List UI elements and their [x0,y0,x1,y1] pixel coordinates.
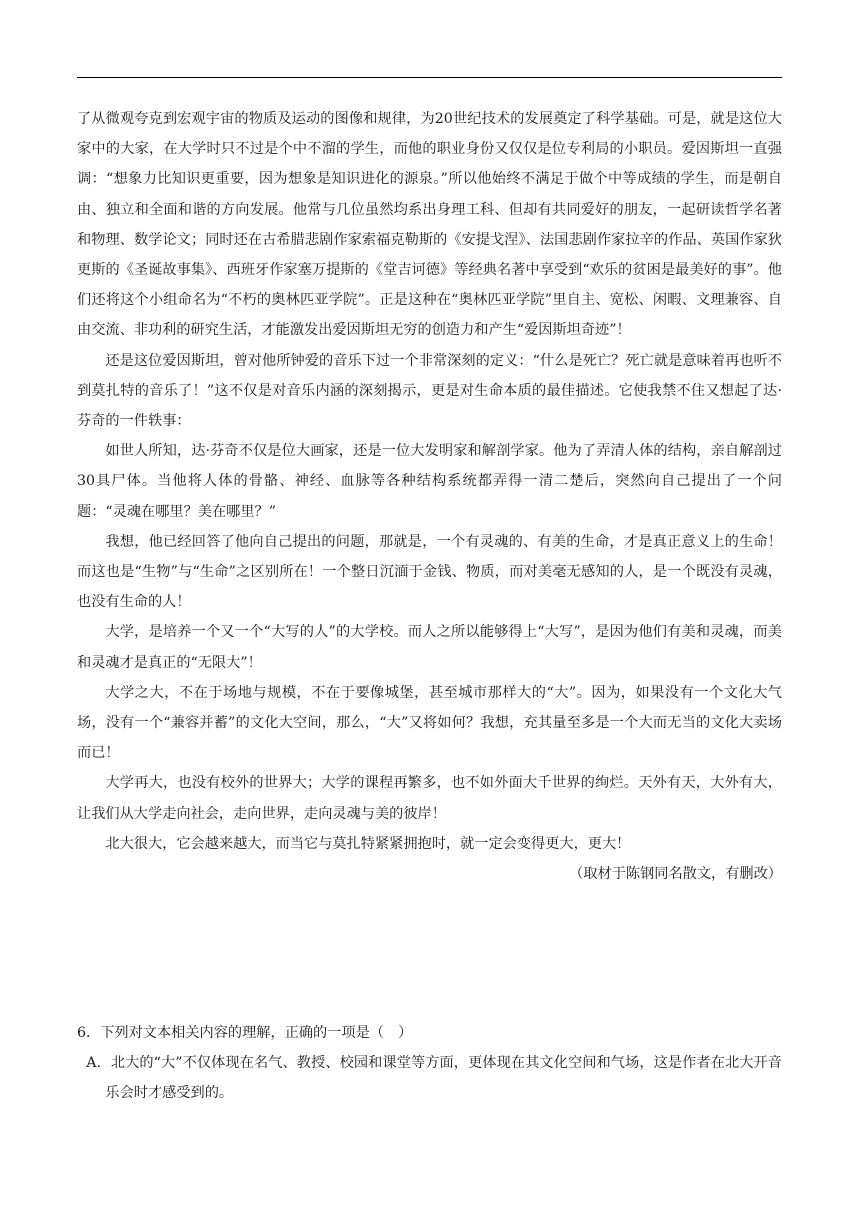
paragraph-capital-person: 大学，是培养一个又一个“大写的人”的大学校。而人之所以能够得上“大写”，是因为他们有美和灵魂，而美和灵魂才是真正的“无限大”！ [77,624,782,671]
paragraph-einstein-music: 还是这位爱因斯坦，曾对他所钟爱的音乐下过一个非常深刻的定义：“什么是死亡？死亡就是意味着再也听不到莫扎特的音乐了！”这不仅是对音乐内涵的深刻揭示，更是对生命本质的最佳描述。它使我禁不住又想起了达·芬奇的一件轶事： [77,352,782,430]
passage [77,104,782,889]
paragraph-peking-university: 北大很大，它会越来越大，而当它与莫扎特紧紧拥抱时，就一定会变得更大，更大！ [105,835,631,852]
question-6 [77,1018,782,1109]
option-a[interactable]: A．北大的“大”不仅体现在名气、教授、校园和课堂等方面，更体现在其文化空间和气场，这是作者在北大开音乐会时才感受到的。 [86,1055,782,1102]
paragraph-soul-and-beauty: 我想，他已经回答了他向自己提出的问题，那就是，一个有灵魂的、有美的生命，才是真正意义上的生命！而这也是“生物”与“生命”之区别所在！一个整日沉湎于金钱、物质，而对美毫无感知的人，是一个既没有灵魂，也没有生命的人！ [77,533,782,611]
paragraph-einstein-education: 了从微观夸克到宏观宇宙的物质及运动的图像和规律，为20世纪技术的发展奠定了科学基础。可是，就是这位大家中的大家，在大学时只不过是个中不溜的学生，而他的职业身份又仅仅是位专利局的小职员。爱因斯坦一直强调：“想象力比知识更重要，因为想象是知识进化的源泉。”所以他始终不满足于做个中等成绩的学生，而是朝自由、独立和全面和谐的方向发展。他常与几位虽然均系出身理工科、但却有共同爱好的朋友，一起研读哲学名著和物理、数学论文；同时还在古希腊悲剧作家索福克勒斯的《安提戈涅》、法国悲剧作家拉辛的作品、英国作家狄更斯的《圣诞故事集》、西班牙作家塞万提斯的《堂吉诃德》等经典名著中享受到“欢乐的贫困是最美好的事”。他们还将这个小组命名为“不朽的奥林匹亚学院”。正是这种在“奥林匹亚学院”里自主、宽松、闲暇、文理兼容、自由交流、非功利的研究生活，才能激发出爱因斯坦无穷的创造力和产生“爱因斯坦奇迹”！ [77,111,782,339]
paragraph-da-vinci: 如世人所知，达·芬奇不仅是位大画家，还是一位大发明家和解剖学家。他为了弄清人体的结构，亲自解剖过30具尸体。当他将人体的骨骼、神经、血脉等各种结构系统都弄得一清二楚后，突然向自己提出了一个问题：“灵魂在哪里？美在哪里？” [77,443,782,520]
question-stem: 6．下列对文本相关内容的理解，正确的一项是（ ） [77,1025,413,1041]
source-note: （取材于陈钢同名散文，有删改） [569,866,782,883]
header-rule [77,77,782,78]
paragraph-university-greatness: 大学之大，不在于场地与规模，不在于要像城堡，甚至城市那样大的“大”。因为，如果没有一个文化大气场，没有一个“兼容并蓄”的文化大空间，那么，“大”又将如何？我想，充其量至多是一个大而无当的文化大卖场而已！ [77,684,782,762]
paragraph-world-beyond: 大学再大，也没有校外的世界大；大学的课程再繁多，也不如外面大千世界的绚烂。天外有天，大外有大，让我们从大学走向社会，走向世界，走向灵魂与美的彼岸！ [77,775,782,822]
